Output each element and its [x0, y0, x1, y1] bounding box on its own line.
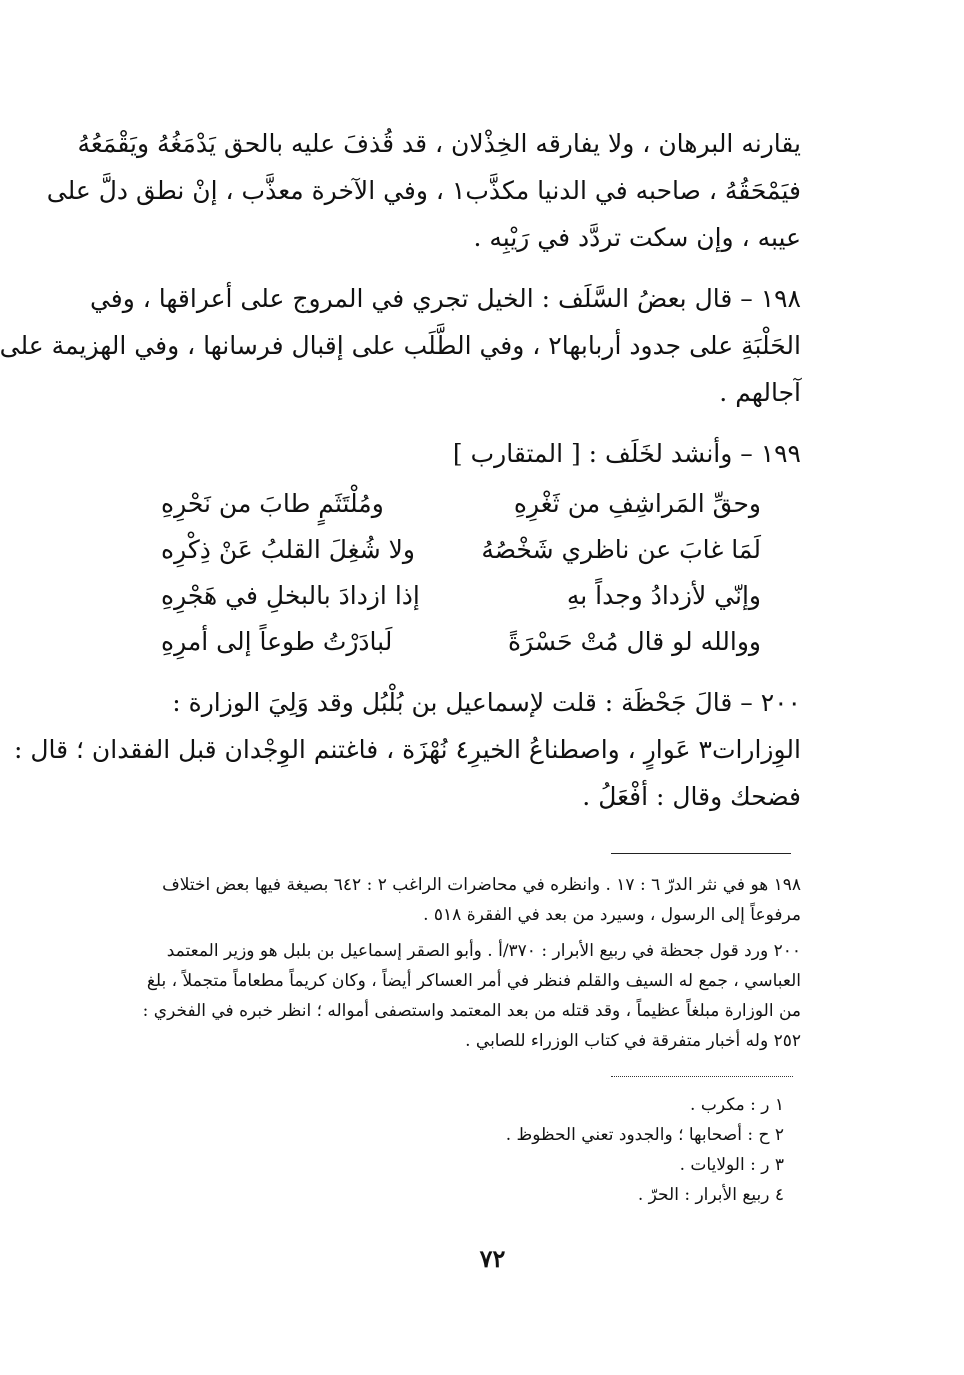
text-line: ٢٠٠ – قالَ جَحْظَة : قلت لإسماعيل بن بُلْبُل وقد وَلِيَ الوزارة : [172, 688, 801, 717]
variant-note: ٣ ر : الولايات . [679, 1155, 784, 1175]
text-line: الوِزارات٣ عَوارٍ ، واصطناعُ الخيرِ٤ نُهْزَة ، فاغتنم الوِجْدان قبل الفقدان ؛ قال : [13, 735, 801, 764]
main-text [0, 120, 801, 820]
poem-verse [161, 527, 761, 573]
hemistich-first: لَمَا غابَ عن ناظري شَخْصُهُ [481, 535, 761, 564]
footnote-line: من الوزارة مبلغاً عظيماً ، وقد قتله من بعد المعتمد واستصفى أمواله ؛ انظر خبره في الفخري : [142, 1001, 801, 1021]
variants-divider [611, 1076, 793, 1077]
variant-note: ٤ ربيع الأبرار : الحرّ . [637, 1185, 784, 1205]
paragraph-200 [13, 679, 801, 820]
hemistich-second: إذا ازدادَ بالبخلِ في هَجْرِهِ [161, 581, 420, 610]
text-line: فيَمْحَقُهُ ، صاحبه في الدنيا مكذَّب١ ، وفي الآخرة معذَّب ، إنْ نطق دلَّ على [46, 176, 801, 205]
poem-verse [161, 619, 761, 665]
text-line: الحَلْبَةِ على جدود أربابها٢ ، وفي الطَّلَب على إقبال فرسانها ، وفي الهزيمة على [0, 331, 801, 360]
hemistich-second: ولا شُغِلَ القلبُ عَنْ ذِكْرِه [161, 535, 415, 564]
poem-verse [161, 481, 761, 527]
paragraph-198 [0, 275, 801, 416]
hemistich-first: وإنّي لأزدادُ وجداً بهِ [566, 581, 761, 610]
footnote-line: ٢٠٠ ورد قول جحظة في ربيع الأبرار : ٣٧٠/أ . وأبو الصقر إسماعيل بن بلبل هو وزير المعتمد [166, 941, 801, 961]
hemistich-second: لَبادَرْتُ طوعاً إلى أمرِهِ [161, 627, 393, 656]
page-number: ٧٢ [479, 1244, 506, 1273]
text-line: فضحك وقال : أفْعَلُ . [582, 782, 801, 811]
footnote-line: مرفوعاً إلى الرسول ، وسيرد من بعد في الفقرة ٥١٨ . [423, 905, 801, 925]
footnote-divider [611, 853, 791, 854]
text-line: عيبه ، وإن سكت تردَّد في رَيْبِه . [473, 223, 801, 252]
hemistich-first: ووالله لو قال مُتْ حَسْرَةً [507, 627, 761, 656]
footnotes [121, 870, 801, 1056]
poem-verse [161, 573, 761, 619]
paragraph-199 [121, 430, 801, 665]
hemistich-second: ومُلْتَثَمٍ طابَ من نَحْرِهِ [161, 489, 384, 518]
footnote-198 [121, 870, 801, 930]
manuscript-variants [184, 1090, 784, 1210]
paragraph-continuation [46, 120, 801, 261]
text-line: آجالهم . [719, 378, 801, 407]
footnote-line: العباسي ، جمع له السيف والقلم فنظر في أمر العساكر أيضاً ، وكان كريماً مطعاماً متجملاً ، بلغ [146, 971, 801, 991]
text-line: ١٩٨ – قال بعضُ السَّلَف : الخيل تجري في المروج على أعراقها ، وفي [89, 284, 801, 313]
poem [161, 481, 761, 665]
footnote-200 [121, 936, 801, 1056]
variant-note: ١ ر : مكرب . [690, 1095, 784, 1115]
footnote-line: ٢٥٢ وله أخبار متفرقة في كتاب الوزراء للصابي . [465, 1031, 801, 1051]
hemistich-first: وحقِّ المَراشِفِ من ثَغْرِهِ [513, 489, 761, 518]
text-line: يقارنه البرهان ، ولا يفارقه الخِذْلان ، قد قُذفَ عليه بالحق يَدْمَغُهُ ويَقْمَعُهُ [77, 129, 801, 158]
poem-intro: ١٩٩ – وأنشد لخَلَف : [ المتقارب ] [452, 439, 801, 468]
footnote-line: ١٩٨ هو في نثر الدرّ ٦ : ١٧ . وانظره في محاضرات الراغب ٢ : ٦٤٢ بصيغة فيها بعض اختلاف [162, 875, 801, 895]
variant-note: ٢ ح : أصحابها ؛ والجدود تعني الحظوظ . [505, 1125, 784, 1145]
